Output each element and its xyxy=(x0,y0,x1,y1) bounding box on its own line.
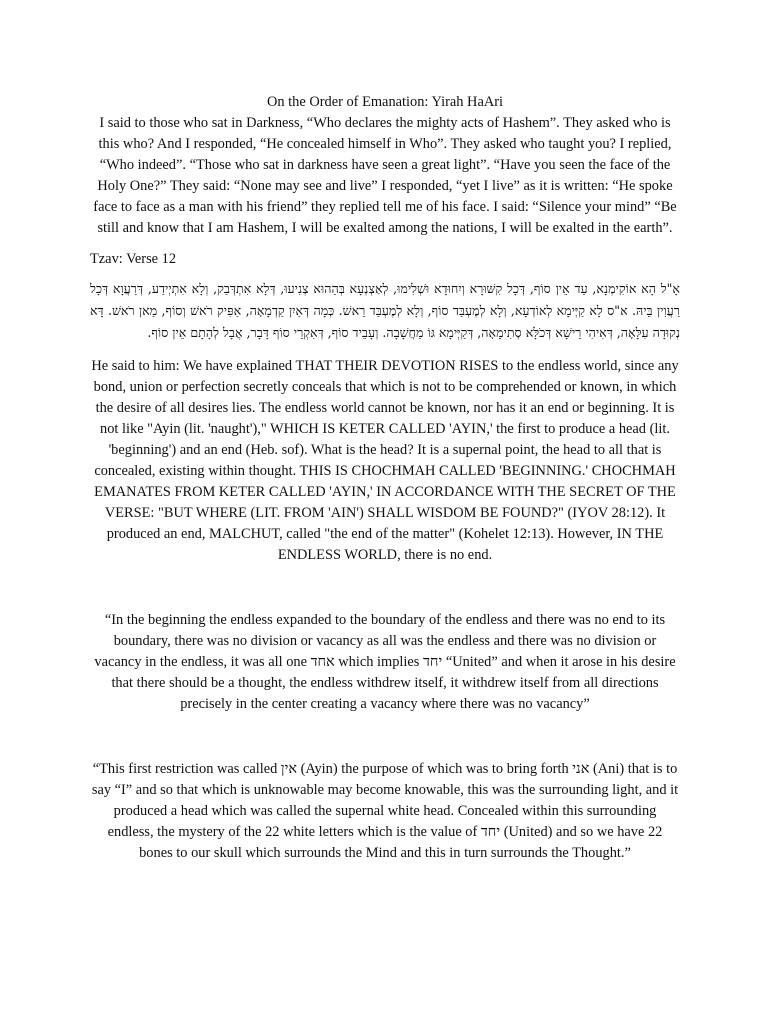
intro-paragraph: I said to those who sat in Darkness, “Who declares the mighty acts of Hashem”. They asked who is this who? And I responded, “He concealed himself in Who”. They asked who taught you? I replied, “Who indeed”. “Those who sat in darkness have seen a great light”. “Have you seen the face of the Holy One?” They said: “None may see and live” I responded, “yet I live” as it is written: “He spoke face to face as a man with his friend” they replied tell me of his face. I said: “Silence your mind” “Be still and know that I am Hashem, I will be exalted among the nations, I will be exalted in the earth”. xyxy=(93,115,677,236)
translation-paragraph: He said to him: We have explained THAT THEIR DEVOTION RISES to the endless world, since any bond, union or perfection secretly conceals that which is not to be comprehended or known, in which the desire of all desires lies. The endless world cannot be known, nor has it an end or beginning. It is not like "Ayin (lit. 'naught')," WHICH IS KETER CALLED 'AYIN,' the first to produce a head (lit. 'beginning') and an end (Heb. sof). What is the head? It is a supernal point, the head to all that is concealed, existing within thought. THIS IS CHOCHMAH CALLED 'BEGINNING.' CHOCHMAH EMANATES FROM KETER CALLED 'AYIN,' IN ACCORDANCE WITH THE SECRET OF THE VERSE: "BUT WHERE (LIT. FROM 'AIN') SHALL WISDOM BE FOUND?" (IYOV 28:12). It produced an end, MALCHUT, called "the end of the matter" (Kohelet 12:13). However, IN THE ENDLESS WORLD, there is no end. xyxy=(91,358,679,563)
quote-paragraph-2: “This first restriction was called אין (Ayin) the purpose of which was to bring forth אני (Ani) that is to say “I” and so that which is unknowable may become knowable, this was the surrounding light, and it produced a head which was called the supernal white head. Concealed within this surrounding endless, the mystery of the 22 white letters which is the value of יחד (United) and so we have 22 bones to our skull which surrounds the Mind and this in turn surrounds the Thought.” xyxy=(91,761,679,861)
verse-label: Tzav: Verse 12 xyxy=(90,251,177,267)
section-spacer xyxy=(90,566,680,610)
hebrew-verse: אָ"ל הָא אוֹקִימְנָא, עַד אֵין סוֹף, דְּכָל קִשּׁוּרָא וְיִחוּדָא וּשְׁלִימוּ, לְאַצְנְעָא בְּהַהוּא צְנִיעוּ, דְּלָא אִתְדְּבַק, וְלָא אִתְיְידַע, דְּרַעֲוָא דְּכָל רַעֲוִין בֵּיהּ. א"ס לָא קַיְּימָא לְאוֹדְעָא, וְלָא לְמֶעְבַּד סוֹף, וְלָא לְמֶעְבַּד רֵאשׁ. כְּמָה דְּאַיִן קַדְמָאָה, אַפִּיק רֹאשׁ וְסוֹף, מַאן רֹאשׁ. דָּא נְקוּדָה עִלָּאָה, דְּאִיהִי רֵישָׁא דְּכֹלָּא סְתִימָאָה, דְּקַיְּימָא גּוֹ מַחֲשָׁבָה. וְעָבֵיד סוֹף, דְּאִקְרֵי סוֹף דָּבָר, אֲבָל לְהָתָם אֵין סוֹף. xyxy=(90,281,680,340)
document-title: On the Order of Emanation: Yirah HaAri xyxy=(266,94,504,110)
quote-paragraph-1: “In the beginning the endless expanded to the boundary of the endless and there was no end to its boundary, there was no division or vacancy as all was the endless and there was no division or vacancy in the endless, it was all one אחד which implies יחד “United” and when it arose in his desire that there should be a thought, the endless withdrew itself, it withdrew itself from all directions precisely in the center creating a vacancy where there was no vacancy” xyxy=(94,612,676,712)
section-spacer xyxy=(90,715,680,759)
